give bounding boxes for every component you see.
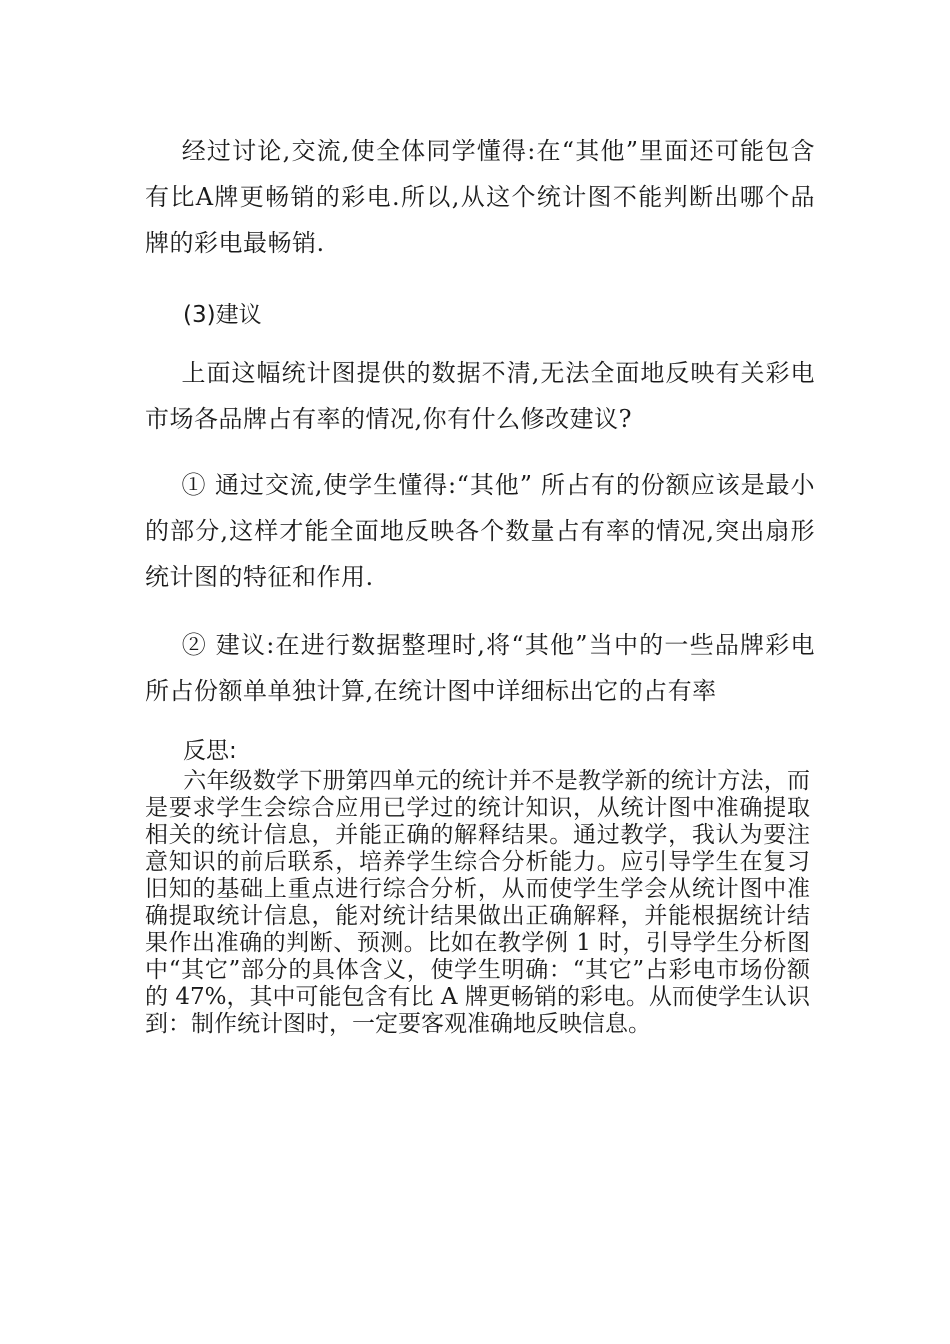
paragraph-reflection: [145, 768, 810, 1038]
paragraph-discussion: [145, 128, 815, 266]
paragraph-suggestion-2: [145, 622, 815, 714]
paragraph-suggestion-1-text: ① 通过交流,使学生懂得:“其他” 所占有的份额应该是最小的部分,这样才能全面地反映各个数量占有率的情况,突出扇形统计图的特征和作用.: [145, 471, 815, 591]
paragraph-discussion-text: 经过讨论,交流,使全体同学懂得:在“其他”里面还可能包含有比A牌更畅销的彩电.所以,从这个统计图不能判断出哪个品牌的彩电最畅销.: [145, 137, 815, 257]
paragraph-suggestion-1: [145, 462, 815, 600]
paragraph-reflection-text: 六年级数学下册第四单元的统计并不是教学新的统计方法，而是要求学生会综合应用已学过的统计知识，从统计图中准确提取相关的统计信息，并能正确的解释结果。通过教学，我认为要注意知识的前后联系，培养学生综合分析能力。应引导学生在复习旧知的基础上重点进行综合分析，从而使学生学会从统计图中准确提取统计信息，能对统计结果做出正确解释，并能根据统计结果作出准确的判断、预测。比如在教学例 1 时，引导学生分析图中“其它”部分的具体含义，使学生明确：“其它”占彩电市场份额的 47%，其中可能包含有比 A 牌更畅销的彩电。从而使学生认识到：制作统计图时，一定要客观准确地反映信息。: [145, 768, 810, 1037]
heading-reflection: 反思:: [183, 738, 237, 764]
paragraph-suggestion-2-text: ② 建议:在进行数据整理时,将“其他”当中的一些品牌彩电所占份额单单独计算,在统计图中详细标出它的占有率: [145, 631, 815, 705]
paragraph-data-unclear-text: 上面这幅统计图提供的数据不清,无法全面地反映有关彩电市场各品牌占有率的情况,你有什么修改建议?: [145, 359, 815, 433]
heading-suggestion: (3)建议: [183, 302, 262, 328]
paragraph-data-unclear: [145, 350, 815, 442]
